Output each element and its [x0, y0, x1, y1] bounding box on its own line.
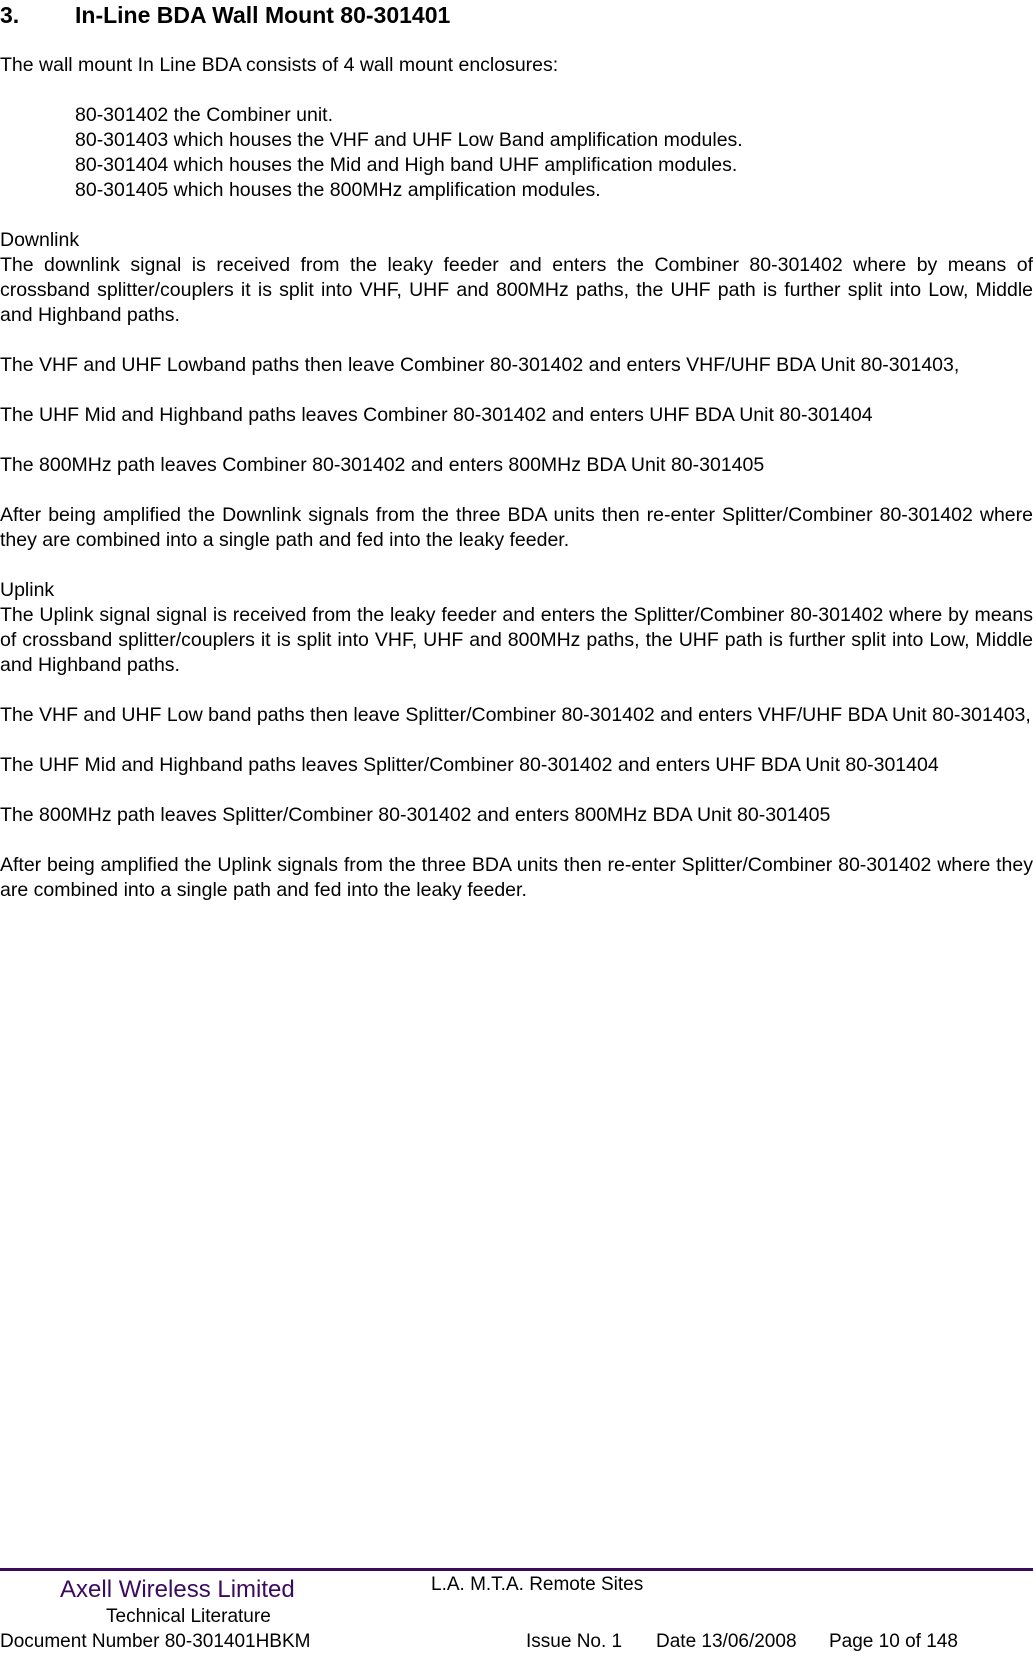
- section-number: 3.: [0, 2, 20, 28]
- issue-date: Date 13/06/2008: [656, 1631, 797, 1652]
- downlink-paragraph-1: The downlink signal is received from the leaky feeder and enters the Combiner 80-301402 where by means of crossband splitter/couplers it is split into VHF, UHF and 800MHz paths, the UHF path is further split into Low, Middle and Highband paths.: [0, 254, 1033, 326]
- uplink-paragraph-2: The VHF and UHF Low band paths then leave Splitter/Combiner 80-301402 and enters VHF/UHF BDA Unit 80-301403,: [0, 704, 1031, 726]
- uplink-paragraph-5: After being amplified the Uplink signals from the three BDA units then re-enter Splitter/Combiner 80-301402 where they are combined into a single path and fed into the leaky feeder.: [0, 854, 1033, 901]
- enclosure-item: 80-301405 which houses the 800MHz amplification modules.: [75, 179, 601, 201]
- intro-paragraph: The wall mount In Line BDA consists of 4 wall mount enclosures:: [0, 54, 559, 76]
- enclosure-item: 80-301402 the Combiner unit.: [75, 104, 334, 126]
- page-number: Page 10 of 148: [829, 1631, 958, 1652]
- issue-number: Issue No. 1: [526, 1631, 623, 1652]
- document-info-line: [0, 1631, 958, 1653]
- uplink-paragraph-1: The Uplink signal signal is received from the leaky feeder and enters the Splitter/Combiner 80-301402 where by means of crossband splitter/couplers it is split into VHF, UHF and 800MHz paths, the UHF path is further split into Low, Middle and Highband paths.: [0, 604, 1033, 676]
- site-name: L.A. M.T.A. Remote Sites: [431, 1574, 644, 1595]
- footer-divider: [0, 1568, 1033, 1571]
- section-title: In-Line BDA Wall Mount 80-301401: [75, 2, 451, 28]
- uplink-paragraph-3: The UHF Mid and Highband paths leaves Splitter/Combiner 80-301402 and enters UHF BDA Unit 80-301404: [0, 754, 939, 776]
- document-body: [0, 53, 1033, 903]
- enclosure-item: 80-301404 which houses the Mid and High band UHF amplification modules.: [75, 154, 738, 176]
- literature-label: Technical Literature: [106, 1606, 271, 1627]
- downlink-paragraph-2: The VHF and UHF Lowband paths then leave Combiner 80-301402 and enters VHF/UHF BDA Unit 80-301403,: [0, 354, 960, 376]
- company-name: Axell Wireless Limited: [60, 1576, 295, 1603]
- downlink-heading: Downlink: [0, 229, 80, 251]
- downlink-paragraph-3: The UHF Mid and Highband paths leaves Combiner 80-301402 and enters UHF BDA Unit 80-301404: [0, 404, 873, 426]
- downlink-paragraph-5: After being amplified the Downlink signals from the three BDA units then re-enter Splitter/Combiner 80-301402 where they are combined into a single path and fed into the leaky feeder.: [0, 504, 1033, 551]
- downlink-paragraph-4: The 800MHz path leaves Combiner 80-301402 and enters 800MHz BDA Unit 80-301405: [0, 454, 765, 476]
- enclosure-item: 80-301403 which houses the VHF and UHF Low Band amplification modules.: [75, 129, 743, 151]
- uplink-paragraph-4: The 800MHz path leaves Splitter/Combiner 80-301402 and enters 800MHz BDA Unit 80-301405: [0, 804, 831, 826]
- section-heading: [0, 2, 450, 29]
- uplink-heading: Uplink: [0, 579, 55, 601]
- document-number: Document Number 80-301401HBKM: [0, 1631, 311, 1652]
- enclosure-list: [0, 103, 1033, 203]
